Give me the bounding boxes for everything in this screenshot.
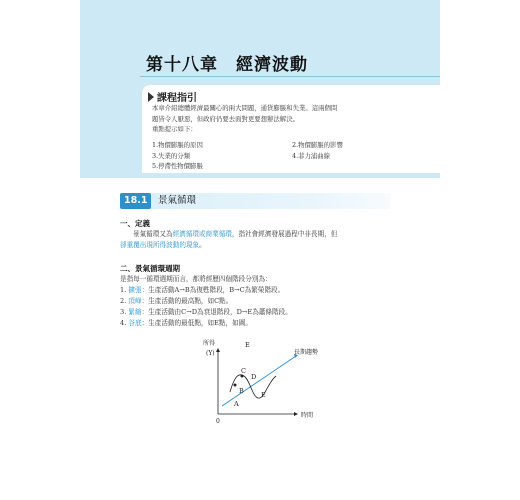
point-e-label: E (261, 391, 266, 399)
item-desc: ：生產活動的最高點，如C點。 (141, 297, 233, 305)
intro-line: 本章介紹總體經濟最關心的兩大問題，通貨膨脹和失業。這兩個問 (152, 104, 338, 112)
item-number: 4. (120, 319, 127, 327)
key-point: 2.物價膨脹的影響 (292, 141, 343, 149)
x-axis-arrow-icon (294, 412, 298, 416)
trend-label: 長期趨勢 (294, 349, 319, 356)
text-run: ，指社會經濟發展過程中非長期，但 (231, 230, 338, 238)
key-points-list (152, 140, 422, 172)
section-title: 景氣循環 (158, 195, 197, 206)
cycle-intro: 是指每一循環週期而言，都將經歷四個階段分別為： (120, 275, 272, 283)
text-run: 。 (199, 241, 206, 249)
item-term: 緊縮 (128, 308, 142, 316)
point-d-label: D (251, 373, 257, 381)
section-header (120, 193, 390, 209)
intro-line: 題皆令人厭惡，但政府仍要去面對更要想辦法解決。 (152, 114, 299, 123)
item-term: 頂峰 (128, 297, 142, 305)
key-point: 1.物價膨脹的原因 (152, 141, 203, 149)
item-desc: ：生產活動A→B為復甦階段，B→C為繁榮階段。 (141, 286, 285, 294)
course-guide-box (142, 85, 440, 173)
key-point: 3.失業的分類 (152, 151, 191, 160)
highlight-term: 卻重覆出現所得波動的現象 (120, 241, 200, 249)
item-desc: ：生產活動的最低點，如E點，如圖。 (141, 319, 252, 327)
key-point: 5.停滯性物價膨脹 (152, 162, 203, 171)
chapter-header (80, 0, 440, 178)
point-a-marker (234, 384, 237, 387)
section-number: 18.1 (120, 193, 151, 209)
definition-paragraph (120, 229, 400, 251)
title-divider (140, 76, 440, 77)
key-point: 4.菲力浦曲線 (292, 151, 331, 160)
item-term: 擴張 (128, 286, 142, 294)
triangle-bullet-icon (148, 92, 154, 102)
cycle-heading: 二、景氣循環週期 (120, 264, 180, 273)
business-cycle-figure (190, 336, 360, 428)
x-axis-label: 時間 (301, 412, 314, 419)
chapter-title: 第十八章 經濟波動 (146, 55, 308, 75)
cycle-item (120, 318, 400, 329)
course-guide-label: 課程指引 (157, 93, 197, 104)
definition-heading: 一、定義 (120, 219, 150, 228)
item-number: 3. (120, 308, 127, 316)
origin-label: 0 (216, 418, 220, 425)
item-number: 2. (120, 297, 127, 305)
course-guide-intro (152, 103, 412, 135)
cycle-item (120, 285, 400, 296)
course-guide-heading (148, 89, 197, 104)
cycle-item (120, 307, 400, 318)
y-axis-label: 所得 (203, 340, 216, 347)
text-run: 景氣循環又為 (133, 230, 173, 238)
point-c-label: C (241, 367, 246, 375)
cycle-item (120, 296, 400, 307)
highlight-term: 經濟循環或商業循環 (172, 230, 232, 238)
item-desc: ：生產活動由C→D為衰退階段，D→E為蕭條階段。 (141, 308, 292, 316)
y-axis-arrow-icon (216, 348, 220, 352)
item-term: 谷底 (128, 319, 142, 327)
point-a-label: A (234, 400, 239, 408)
point-e-top-label: E (245, 341, 250, 349)
cycle-list (120, 274, 400, 329)
point-b-label: B (239, 387, 244, 395)
item-number: 1. (120, 286, 127, 294)
points-label: 重點提示如下： (152, 125, 197, 134)
definition-line-1 (120, 229, 400, 240)
definition-line-2 (120, 240, 400, 251)
y-axis-unit: (Y) (206, 350, 215, 357)
